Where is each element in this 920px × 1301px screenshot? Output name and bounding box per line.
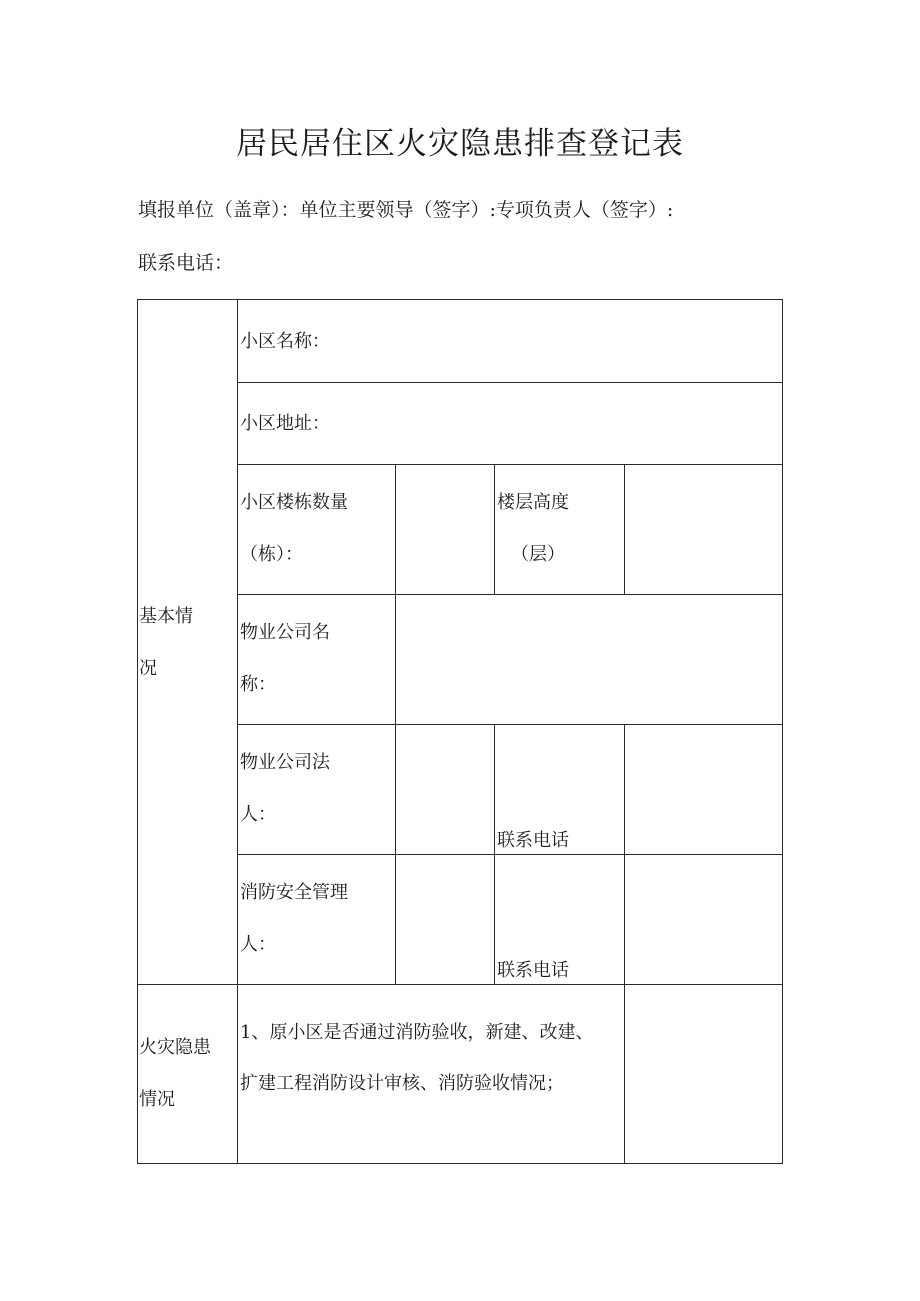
fire-manager-line1: 消防安全管理 <box>240 882 348 903</box>
fire-manager-line2: 人： <box>240 934 276 955</box>
row-divider-property-name <box>237 724 783 725</box>
property-company-line1: 物业公司名 <box>240 622 330 643</box>
column-divider-mid-b <box>494 724 495 984</box>
floor-height-line2: （层） <box>511 544 565 565</box>
column-divider-label <box>395 464 396 984</box>
table-border-bottom <box>137 1163 783 1164</box>
building-count-line2: （栋）： <box>240 544 303 565</box>
fire-safety-manager-label <box>240 867 348 971</box>
section-basic-label <box>139 591 193 695</box>
row-divider-section <box>137 984 783 985</box>
section-hazard-label <box>139 1022 211 1126</box>
table-border-top <box>137 299 783 300</box>
document-title: 居民居住区火灾隐患排查登记表 <box>236 126 684 162</box>
contact-phone-label-2: 联系电话 <box>497 960 569 981</box>
row-divider-buildings <box>237 594 783 595</box>
column-divider-mid-a <box>494 464 495 594</box>
building-count-line1: 小区楼栋数量 <box>240 492 348 513</box>
registration-form-table <box>137 299 783 1164</box>
floor-height-line1: 楼层高度 <box>497 492 569 513</box>
section-hazard-line1: 火灾隐患 <box>139 1037 211 1058</box>
building-count-label <box>240 477 348 581</box>
section-basic-line1: 基本情 <box>139 606 193 627</box>
header-contact-phone-line: 联系电话： <box>138 252 234 274</box>
property-legal-person-label <box>240 737 330 841</box>
row-divider-name <box>237 382 783 383</box>
hazard-item-1: 1、原小区是否通过消防验收，新建、改建、扩建工程消防设计审核、消防验收情况； <box>240 1022 594 1094</box>
column-divider-right-a <box>624 464 625 594</box>
community-name-label: 小区名称： <box>240 331 330 352</box>
table-border-right <box>782 299 783 1164</box>
property-company-name-label <box>240 607 330 711</box>
row-divider-address <box>237 464 783 465</box>
header-signatures-line: 填报单位（盖章）：单位主要领导（签字）:专项负责人（签字）: <box>138 199 674 221</box>
floor-height-label <box>497 477 569 581</box>
property-legal-line2: 人： <box>240 804 276 825</box>
property-legal-line1: 物业公司法 <box>240 752 330 773</box>
section-hazard-line2: 情况 <box>139 1089 175 1110</box>
community-address-label: 小区地址： <box>240 413 330 434</box>
contact-phone-label-1: 联系电话 <box>497 830 569 851</box>
column-divider-right-b <box>624 724 625 1163</box>
section-basic-line2: 况 <box>139 658 157 679</box>
property-company-line2: 称： <box>240 674 276 695</box>
table-border-left <box>137 299 138 1164</box>
column-divider-section <box>237 299 238 1164</box>
